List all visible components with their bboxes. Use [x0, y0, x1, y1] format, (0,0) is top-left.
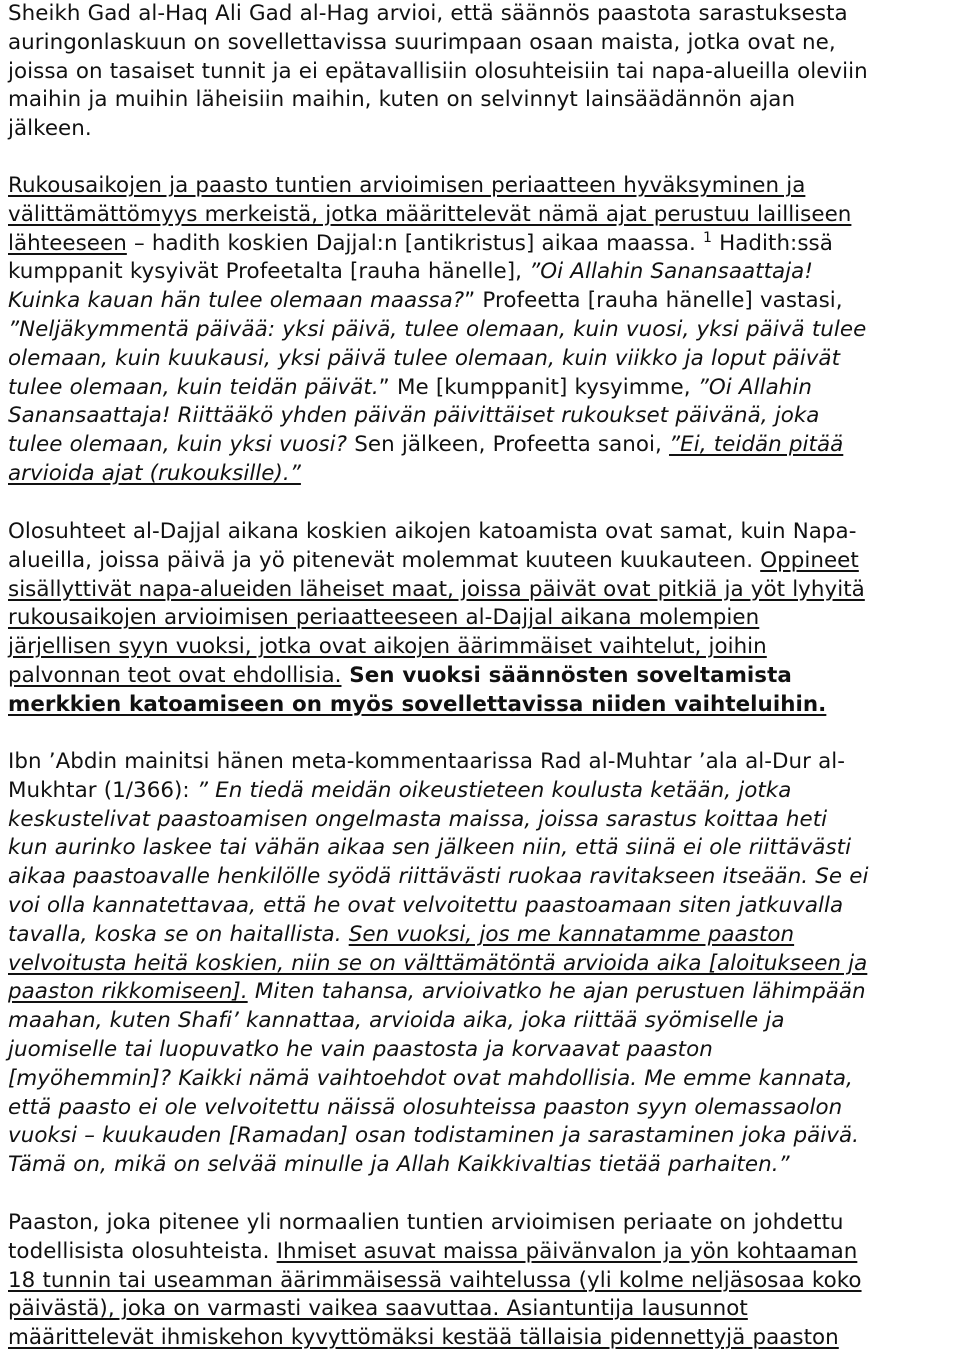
quote-line: [myöhemmin]? Kaikki nämä vaihtoehdot ovat mahdollisia. Me emme kannata, — [8, 1065, 853, 1091]
text-line — [8, 230, 960, 259]
underlined-text: Asiantuntija lausunnot — [499, 1296, 748, 1322]
quote-text: ”Oi Allahin — [697, 374, 812, 400]
quote-text: Miten tahansa, arvioivatko he ajan perustuen lähimpään — [247, 979, 866, 1005]
quote-text: Sanansaattaja! — [8, 403, 171, 429]
text-run: ” Me [kumppanit] kysyimme, — [378, 374, 698, 400]
quote-line: maahan, kuten Shafi’ kannattaa, arvioida aika, joka riittää syömiselle ja — [8, 1008, 785, 1034]
bold-underlined-line: merkkien katoamiseen on myös sovellettavissa niiden vaihteluihin. — [8, 691, 827, 717]
paragraph-5 — [8, 1209, 960, 1351]
text-line — [8, 1238, 960, 1267]
underlined-text: Oppineet — [760, 547, 859, 573]
underlined-line: sisällyttivät napa-alueiden läheiset maat, joissa päivät ovat pitkiä ja yöt lyhyitä — [8, 576, 865, 602]
text-run: kumppanit kysyivät Profeetalta [rauha hänelle], — [8, 259, 530, 285]
quote-line: aikaa paastoavalle henkilölle syödä riittävästi ruokaa ravitakseen itseään. Se ei — [8, 864, 869, 890]
footnote-marker: 1 — [702, 229, 712, 246]
quote-text: ” En tiedä meidän oikeustieteen koulusta ketään, jotka — [196, 777, 792, 803]
paragraph-3 — [8, 518, 960, 720]
text-line — [8, 547, 960, 576]
quote-line — [8, 921, 960, 950]
text-line: Ibn ’Abdin mainitsi hänen meta-kommentaarissa Rad al-Muhtar ’ala al-Dur al- — [8, 749, 846, 774]
bold-text: Sen vuoksi säännösten soveltamista — [341, 662, 792, 688]
quote-line: juomiselle tai luopuvatko he vain paastosta ja korvaavat paaston — [8, 1036, 713, 1062]
text-run: ” Profeetta [rauha hänelle] vastasi, — [464, 288, 843, 314]
quote-line: ”Neljäkymmentä päivää: yksi päivä, tulee olemaan, kuin vuosi, yksi päivä tulee — [8, 316, 867, 342]
text-line — [8, 402, 960, 431]
text-line — [8, 1295, 960, 1324]
paragraph-1 — [8, 0, 960, 144]
quote-line: Tämä on, mikä on selvää minulle ja Allah Kaikkivaltias tietää parhaiten.” — [8, 1152, 790, 1178]
underlined-text: Ihmiset asuvat maissa päivänvalon ja yön kohtaaman — [276, 1238, 858, 1264]
underlined-quote-line: arvioida ajat (rukouksille).” — [8, 460, 301, 486]
text-line: auringonlaskuun on sovellettavissa suurimpaan osaan maista, jotka ovat ne, — [8, 29, 836, 55]
quote-line: kun aurinko laskee tai vähän aikaa sen jälkeen niin, että siinä ei ole riittävästi — [8, 835, 852, 861]
quote-text: tavalla, koska se on haitallista. — [8, 921, 349, 947]
text-line — [8, 431, 960, 460]
quote-text: Kuinka kauan hän tulee olemaan maassa? — [8, 288, 465, 314]
text-line — [8, 374, 960, 403]
text-line — [8, 777, 960, 806]
quote-text: Riittääkö yhden päivän päivittäiset rukoukset päivänä, joka — [170, 403, 820, 429]
quote-text: ”Oi Allahin Sanansaattaja! — [529, 259, 813, 285]
text-line — [8, 258, 960, 287]
paragraph-4 — [8, 748, 960, 1180]
text-line: joissa on tasaiset tunnit ja ei epätavallisiin olosuhteisiin tai napa-alueilla oleviin — [8, 58, 868, 84]
underlined-line: välittämättömyys merkeistä, jotka määrittelevät nämä ajat perustuu lailliseen — [8, 201, 852, 227]
quote-text: tulee olemaan, kuin teidän päivät. — [8, 374, 379, 400]
underlined-text: lähteeseen — [8, 230, 127, 256]
text-run: Sen jälkeen, Profeetta sanoi, — [347, 432, 670, 458]
text-line — [8, 287, 960, 316]
underlined-text: päivästä), joka on varmasti vaikea saavuttaa. — [8, 1296, 500, 1322]
quote-line — [8, 978, 960, 1007]
text-line: Sheikh Gad al-Haq Ali Gad al-Hag arvioi, että säännös paastota sarastuksesta — [8, 1, 848, 26]
text-run: – hadith koskien Dajjal:n [antikristus] aikaa maassa. — [126, 230, 703, 256]
quote-line: keskustelivat paastoamisen ongelmasta maissa, joissa sarastus koittaa heti — [8, 806, 828, 832]
quote-text: tulee olemaan, kuin yksi vuosi? — [8, 432, 348, 458]
quote-line: olemaan, kuin kuukausi, yksi päivä tulee olemaan, kuin viikko ja loput päivät — [8, 345, 841, 371]
underlined-text: palvonnan teot ovat ehdollisia. — [8, 662, 342, 688]
quote-line: voi olla kannatettavaa, että he ovat velvoitettu paastoamaan siten jatkuvalla — [8, 892, 844, 918]
underlined-line: rukousaikojen arvioimisen periaatteeseen al-Dajjal aikana molempien — [8, 605, 760, 631]
underlined-line: 18 tunnin tai useamman äärimmäisessä vaihtelussa (yli kolme neljäsosaa koko — [8, 1267, 862, 1293]
text-run: Hadith:ssä — [711, 230, 833, 256]
underlined-quote-line: velvoitusta heitä koskien, niin se on välttämätöntä arvioida aika [aloitukseen ja — [8, 950, 868, 976]
paragraph-2 — [8, 172, 960, 489]
text-line: Olosuhteet al-Dajjal aikana koskien aikojen katoamista ovat samat, kuin Napa- — [8, 519, 857, 544]
text-line: Paaston, joka pitenee yli normaalien tuntien arvioimisen periaate on johdettu — [8, 1210, 844, 1235]
underlined-line: Rukousaikojen ja paasto tuntien arvioimisen periaatteen hyväksyminen ja — [8, 173, 806, 198]
text-line: jälkeen. — [8, 116, 92, 142]
underlined-line: järjellisen syyn vuoksi, jotka ovat aikojen äärimmäiset vaihtelut, joihin — [8, 634, 767, 660]
text-run: todellisista olosuhteista. — [8, 1238, 277, 1264]
text-line — [8, 662, 960, 691]
quote-line: että paasto ei ole velvoitettu näissä olosuhteissa paaston syyn olemassaolon — [8, 1094, 843, 1120]
underlined-quote: Sen vuoksi, jos me kannatamme paaston — [348, 921, 795, 947]
underlined-quote: paaston rikkomiseen]. — [8, 979, 248, 1005]
text-run: Mukhtar (1/366): — [8, 777, 197, 803]
text-run: alueilla, joissa päivä ja yö pitenevät molemmat kuuteen kuukauteen. — [8, 547, 761, 573]
text-line: maihin ja muihin läheisiin maihin, kuten on selvinnyt lainsäädännön ajan — [8, 87, 796, 113]
quote-line: vuoksi – kuukauden [Ramadan] osan todistaminen ja sarastaminen joka päivä. — [8, 1123, 859, 1149]
underlined-line: määrittelevät ihmiskehon kyvyttömäksi kestää tällaisia pidennettyjä paaston — [8, 1325, 839, 1351]
underlined-quote: ”Ei, teidän pitää — [669, 432, 844, 458]
